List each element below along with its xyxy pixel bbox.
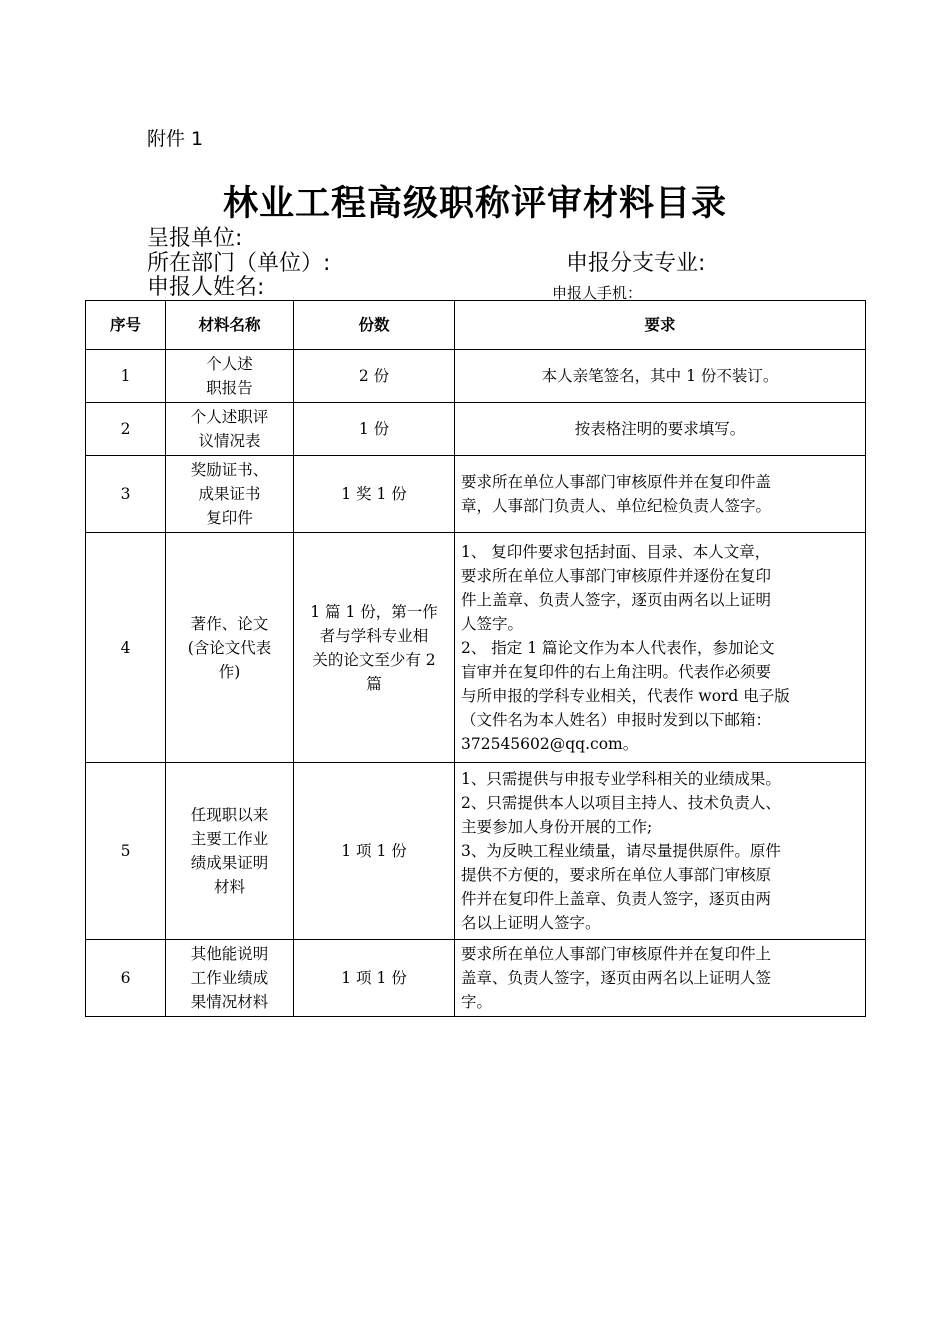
req-line: 盖章、负责人签字，逐页由两名以上证明人签 bbox=[461, 969, 772, 987]
name-line: 作) bbox=[218, 662, 241, 681]
req-line: 盲审并在复印件的右上角注明。代表作必须要 bbox=[461, 662, 772, 681]
name-line: 其他能说明 bbox=[190, 945, 269, 963]
req-line: 1、 复印件要求包括封面、目录、本人文章， bbox=[461, 542, 771, 561]
attachment-label: 附件 1 bbox=[147, 128, 204, 150]
req-line: 人签字。 bbox=[461, 614, 524, 633]
field-specialty: 申报分支专业: bbox=[566, 251, 706, 276]
table-row bbox=[86, 350, 866, 403]
req-line: 要求所在单位人事部门审核原件并逐份在复印 bbox=[461, 566, 772, 585]
row-material-name bbox=[166, 940, 294, 1017]
field-applicant-name: 申报人姓名: bbox=[147, 275, 265, 300]
req-line: （文件名为本人姓名）申报时发到以下邮箱： bbox=[461, 710, 772, 729]
row-requirements bbox=[455, 533, 866, 763]
req-line: 名以上证明人签字。 bbox=[461, 914, 601, 932]
req-line: 按表格注明的要求填写。 bbox=[574, 420, 746, 438]
row-requirements bbox=[455, 940, 866, 1017]
name-line: 果情况材料 bbox=[190, 993, 269, 1011]
row-copies bbox=[294, 403, 455, 456]
req-line: 提供不方便的，要求所在单位人事部门审核原 bbox=[461, 866, 772, 884]
name-line: 职报告 bbox=[206, 379, 253, 397]
req-line: 本人亲笔签名，其中 1 份不装订。 bbox=[541, 367, 779, 385]
row-copies bbox=[294, 533, 455, 763]
req-line: 3、为反映工程业绩量，请尽量提供原件。原件 bbox=[461, 842, 781, 860]
name-line: 任现职以来 bbox=[190, 806, 269, 824]
name-line: 著作、论文 bbox=[190, 614, 269, 633]
row-material-name bbox=[166, 533, 294, 763]
name-line: (含论文代表 bbox=[187, 638, 272, 657]
field-department: 所在部门（单位）: bbox=[147, 251, 331, 276]
table-row bbox=[86, 456, 866, 533]
copies-line: 者与学科专业相 bbox=[319, 626, 429, 645]
document-title: 林业工程高级职称评审材料目录 bbox=[222, 184, 727, 224]
row-material-name bbox=[166, 456, 294, 533]
row-requirements bbox=[455, 763, 866, 940]
row-no: 5 bbox=[86, 763, 166, 940]
name-line: 工作业绩成 bbox=[190, 969, 269, 987]
row-copies bbox=[294, 350, 455, 403]
name-line: 议情况表 bbox=[198, 432, 261, 450]
name-line: 绩成果证明 bbox=[190, 854, 269, 872]
copies-line: 2 份 bbox=[358, 367, 390, 385]
header-no: 序号 bbox=[86, 301, 166, 350]
req-line: 字。 bbox=[461, 993, 493, 1011]
row-material-name bbox=[166, 403, 294, 456]
row-copies bbox=[294, 940, 455, 1017]
table-row bbox=[86, 763, 866, 940]
req-line: 2、只需提供本人以项目主持人、技术负责人、 bbox=[461, 794, 781, 812]
row-no: 3 bbox=[86, 456, 166, 533]
req-line: 要求所在单位人事部门审核原件并在复印件上 bbox=[461, 945, 772, 963]
row-no: 6 bbox=[86, 940, 166, 1017]
copies-line: 1 奖 1 份 bbox=[341, 485, 407, 503]
row-no: 4 bbox=[86, 533, 166, 763]
row-material-name bbox=[166, 350, 294, 403]
copies-line: 1 项 1 份 bbox=[341, 842, 407, 860]
copies-line: 1 份 bbox=[358, 420, 390, 438]
email-address: 372545602@qq.com。 bbox=[461, 734, 639, 753]
table-row bbox=[86, 533, 866, 763]
row-no: 1 bbox=[86, 350, 166, 403]
copies-line: 1 项 1 份 bbox=[341, 969, 407, 987]
req-line: 章，人事部门负责人、单位纪检负责人签字。 bbox=[461, 497, 772, 515]
req-line: 2、 指定 1 篇论文作为本人代表作，参加论文 bbox=[461, 638, 775, 657]
row-copies bbox=[294, 456, 455, 533]
req-line: 与所申报的学科专业相关，代表作 word 电子版 bbox=[461, 686, 790, 705]
copies-line: 关的论文至少有 2 bbox=[312, 650, 436, 669]
table-row bbox=[86, 403, 866, 456]
name-line: 个人述职评 bbox=[190, 408, 269, 426]
req-line: 要求所在单位人事部门审核原件并在复印件盖 bbox=[461, 473, 772, 491]
row-no: 2 bbox=[86, 403, 166, 456]
row-requirements bbox=[455, 403, 866, 456]
row-requirements bbox=[455, 350, 866, 403]
row-material-name bbox=[166, 763, 294, 940]
name-line: 主要工作业 bbox=[190, 830, 269, 848]
name-line: 材料 bbox=[213, 878, 245, 896]
row-copies bbox=[294, 763, 455, 940]
name-line: 成果证书 bbox=[198, 485, 261, 503]
header-material-name: 材料名称 bbox=[166, 301, 294, 350]
materials-table bbox=[85, 300, 866, 1017]
header-copies: 份数 bbox=[294, 301, 455, 350]
field-applicant-phone: 申报人手机： bbox=[552, 284, 643, 302]
copies-line: 篇 bbox=[366, 674, 382, 693]
table-header-row bbox=[86, 301, 866, 350]
name-line: 个人述 bbox=[206, 355, 253, 373]
row-requirements bbox=[455, 456, 866, 533]
name-line: 复印件 bbox=[206, 509, 253, 527]
table-row bbox=[86, 940, 866, 1017]
req-line: 1、只需提供与申报专业学科相关的业绩成果。 bbox=[461, 770, 781, 788]
header-requirements: 要求 bbox=[455, 301, 866, 350]
req-line: 件上盖章、负责人签字，逐页由两名以上证明 bbox=[461, 590, 772, 609]
req-line: 件并在复印件上盖章、负责人签字，逐页由两 bbox=[461, 890, 772, 908]
req-line: 主要参加人身份开展的工作; bbox=[461, 818, 653, 836]
field-submitting-unit: 呈报单位: bbox=[147, 226, 243, 251]
name-line: 奖励证书、 bbox=[190, 461, 269, 479]
copies-line: 1 篇 1 份，第一作 bbox=[310, 602, 438, 621]
